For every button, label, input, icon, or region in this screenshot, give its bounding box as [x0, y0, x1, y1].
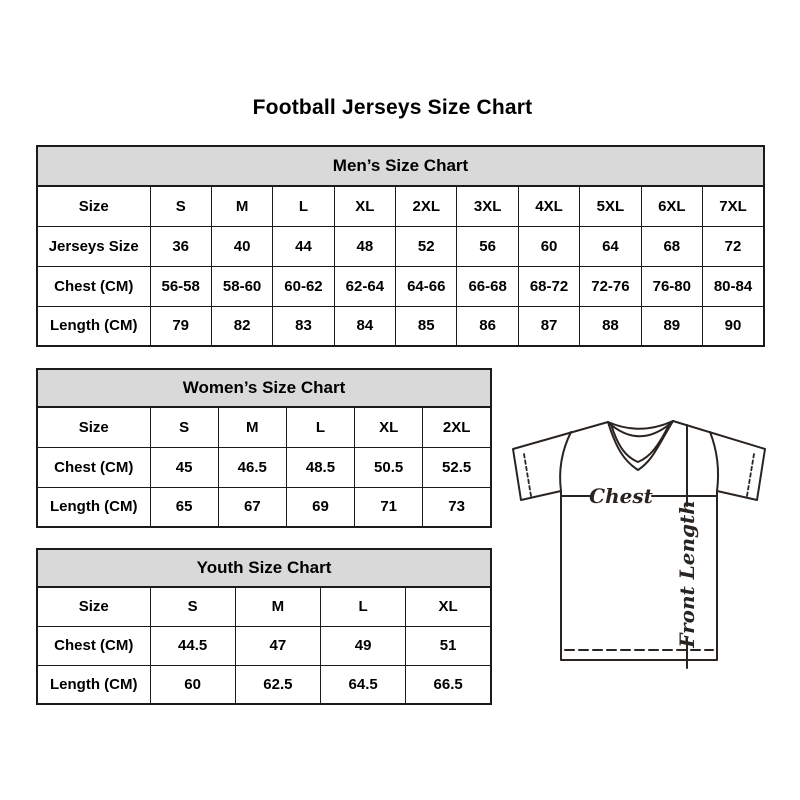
size-header-cell: 4XL: [518, 186, 579, 226]
value-cell: 80-84: [703, 266, 764, 306]
value-cell: 66-68: [457, 266, 518, 306]
size-header-cell: XL: [406, 587, 491, 626]
value-cell: 46.5: [218, 447, 286, 487]
table-row: [37, 626, 491, 665]
row-label-cell: Length (CM): [37, 665, 150, 704]
value-cell: 72-76: [580, 266, 641, 306]
jersey-outline: [513, 421, 765, 660]
table-row: [37, 587, 491, 626]
value-cell: 49: [321, 626, 406, 665]
row-label-cell: Jerseys Size: [37, 226, 150, 266]
mens-size-table-grid: [36, 185, 765, 347]
womens-size-table-title: Women’s Size Chart: [36, 368, 492, 408]
size-header-cell: 6XL: [641, 186, 702, 226]
value-cell: 90: [703, 306, 764, 346]
value-cell: 52: [396, 226, 457, 266]
table-row: [37, 266, 764, 306]
mens-size-table: [36, 145, 765, 347]
value-cell: 87: [518, 306, 579, 346]
value-cell: 82: [211, 306, 272, 346]
value-cell: 60-62: [273, 266, 334, 306]
row-label-cell: Chest (CM): [37, 626, 150, 665]
value-cell: 64-66: [396, 266, 457, 306]
size-header-cell: S: [150, 186, 211, 226]
table-row: [37, 447, 491, 487]
row-label-cell: Length (CM): [37, 306, 150, 346]
value-cell: 85: [396, 306, 457, 346]
left-armhole-seam: [560, 432, 571, 491]
youth-size-table-grid: [36, 586, 492, 705]
left-cuff-dashed-line: [524, 454, 531, 496]
value-cell: 56: [457, 226, 518, 266]
value-cell: 48.5: [286, 447, 354, 487]
value-cell: 88: [580, 306, 641, 346]
size-header-cell: XL: [355, 407, 423, 447]
table-row: [37, 306, 764, 346]
size-header-cell: 2XL: [396, 186, 457, 226]
value-cell: 71: [355, 487, 423, 527]
value-cell: 83: [273, 306, 334, 346]
womens-size-table: [36, 368, 492, 528]
value-cell: 64.5: [321, 665, 406, 704]
youth-size-table-title: Youth Size Chart: [36, 548, 492, 588]
value-cell: 56-58: [150, 266, 211, 306]
size-header-cell: M: [218, 407, 286, 447]
value-cell: 76-80: [641, 266, 702, 306]
size-header-cell: M: [211, 186, 272, 226]
row-label-cell: Size: [37, 587, 150, 626]
size-grid: [36, 406, 492, 528]
value-cell: 67: [218, 487, 286, 527]
value-cell: 36: [150, 226, 211, 266]
value-cell: 58-60: [211, 266, 272, 306]
size-header-cell: L: [273, 186, 334, 226]
value-cell: 44: [273, 226, 334, 266]
value-cell: 68-72: [518, 266, 579, 306]
page-title: Football Jerseys Size Chart: [252, 96, 533, 119]
value-cell: 68: [641, 226, 702, 266]
value-cell: 62.5: [235, 665, 320, 704]
value-cell: 44.5: [150, 626, 235, 665]
table-row: [37, 487, 491, 527]
table-row: [37, 407, 491, 447]
size-header-cell: XL: [334, 186, 395, 226]
value-cell: 50.5: [355, 447, 423, 487]
value-cell: 69: [286, 487, 354, 527]
value-cell: 62-64: [334, 266, 395, 306]
youth-size-table: [36, 548, 492, 705]
size-header-cell: M: [235, 587, 320, 626]
right-cuff-dashed-line: [747, 454, 754, 496]
value-cell: 60: [518, 226, 579, 266]
size-grid: [36, 586, 492, 705]
table-row: [37, 186, 764, 226]
size-grid: [36, 185, 765, 347]
value-cell: 65: [150, 487, 218, 527]
row-label-cell: Size: [37, 186, 150, 226]
row-label-cell: Chest (CM): [37, 447, 150, 487]
womens-size-table-grid: [36, 406, 492, 528]
size-header-cell: L: [286, 407, 354, 447]
value-cell: 66.5: [406, 665, 491, 704]
size-header-cell: 7XL: [703, 186, 764, 226]
value-cell: 60: [150, 665, 235, 704]
jersey-diagram-svg: [505, 402, 773, 674]
size-header-cell: S: [150, 407, 218, 447]
table-row: [37, 226, 764, 266]
right-armhole-seam: [710, 432, 718, 491]
row-label-cell: Size: [37, 407, 150, 447]
value-cell: 47: [235, 626, 320, 665]
value-cell: 84: [334, 306, 395, 346]
value-cell: 86: [457, 306, 518, 346]
value-cell: 89: [641, 306, 702, 346]
table-row: [37, 665, 491, 704]
value-cell: 52.5: [423, 447, 491, 487]
size-header-cell: 2XL: [423, 407, 491, 447]
value-cell: 79: [150, 306, 211, 346]
row-label-cell: Chest (CM): [37, 266, 150, 306]
chest-measure-label: Chest: [589, 484, 653, 508]
front-length-measure-label: Front Length: [675, 500, 699, 648]
value-cell: 40: [211, 226, 272, 266]
size-header-cell: S: [150, 587, 235, 626]
size-header-cell: 3XL: [457, 186, 518, 226]
size-header-cell: 5XL: [580, 186, 641, 226]
value-cell: 64: [580, 226, 641, 266]
mens-size-table-title: Men’s Size Chart: [36, 145, 765, 187]
value-cell: 72: [703, 226, 764, 266]
value-cell: 51: [406, 626, 491, 665]
value-cell: 48: [334, 226, 395, 266]
value-cell: 45: [150, 447, 218, 487]
value-cell: 73: [423, 487, 491, 527]
jersey-measurement-diagram: [505, 402, 773, 674]
size-header-cell: L: [321, 587, 406, 626]
row-label-cell: Length (CM): [37, 487, 150, 527]
